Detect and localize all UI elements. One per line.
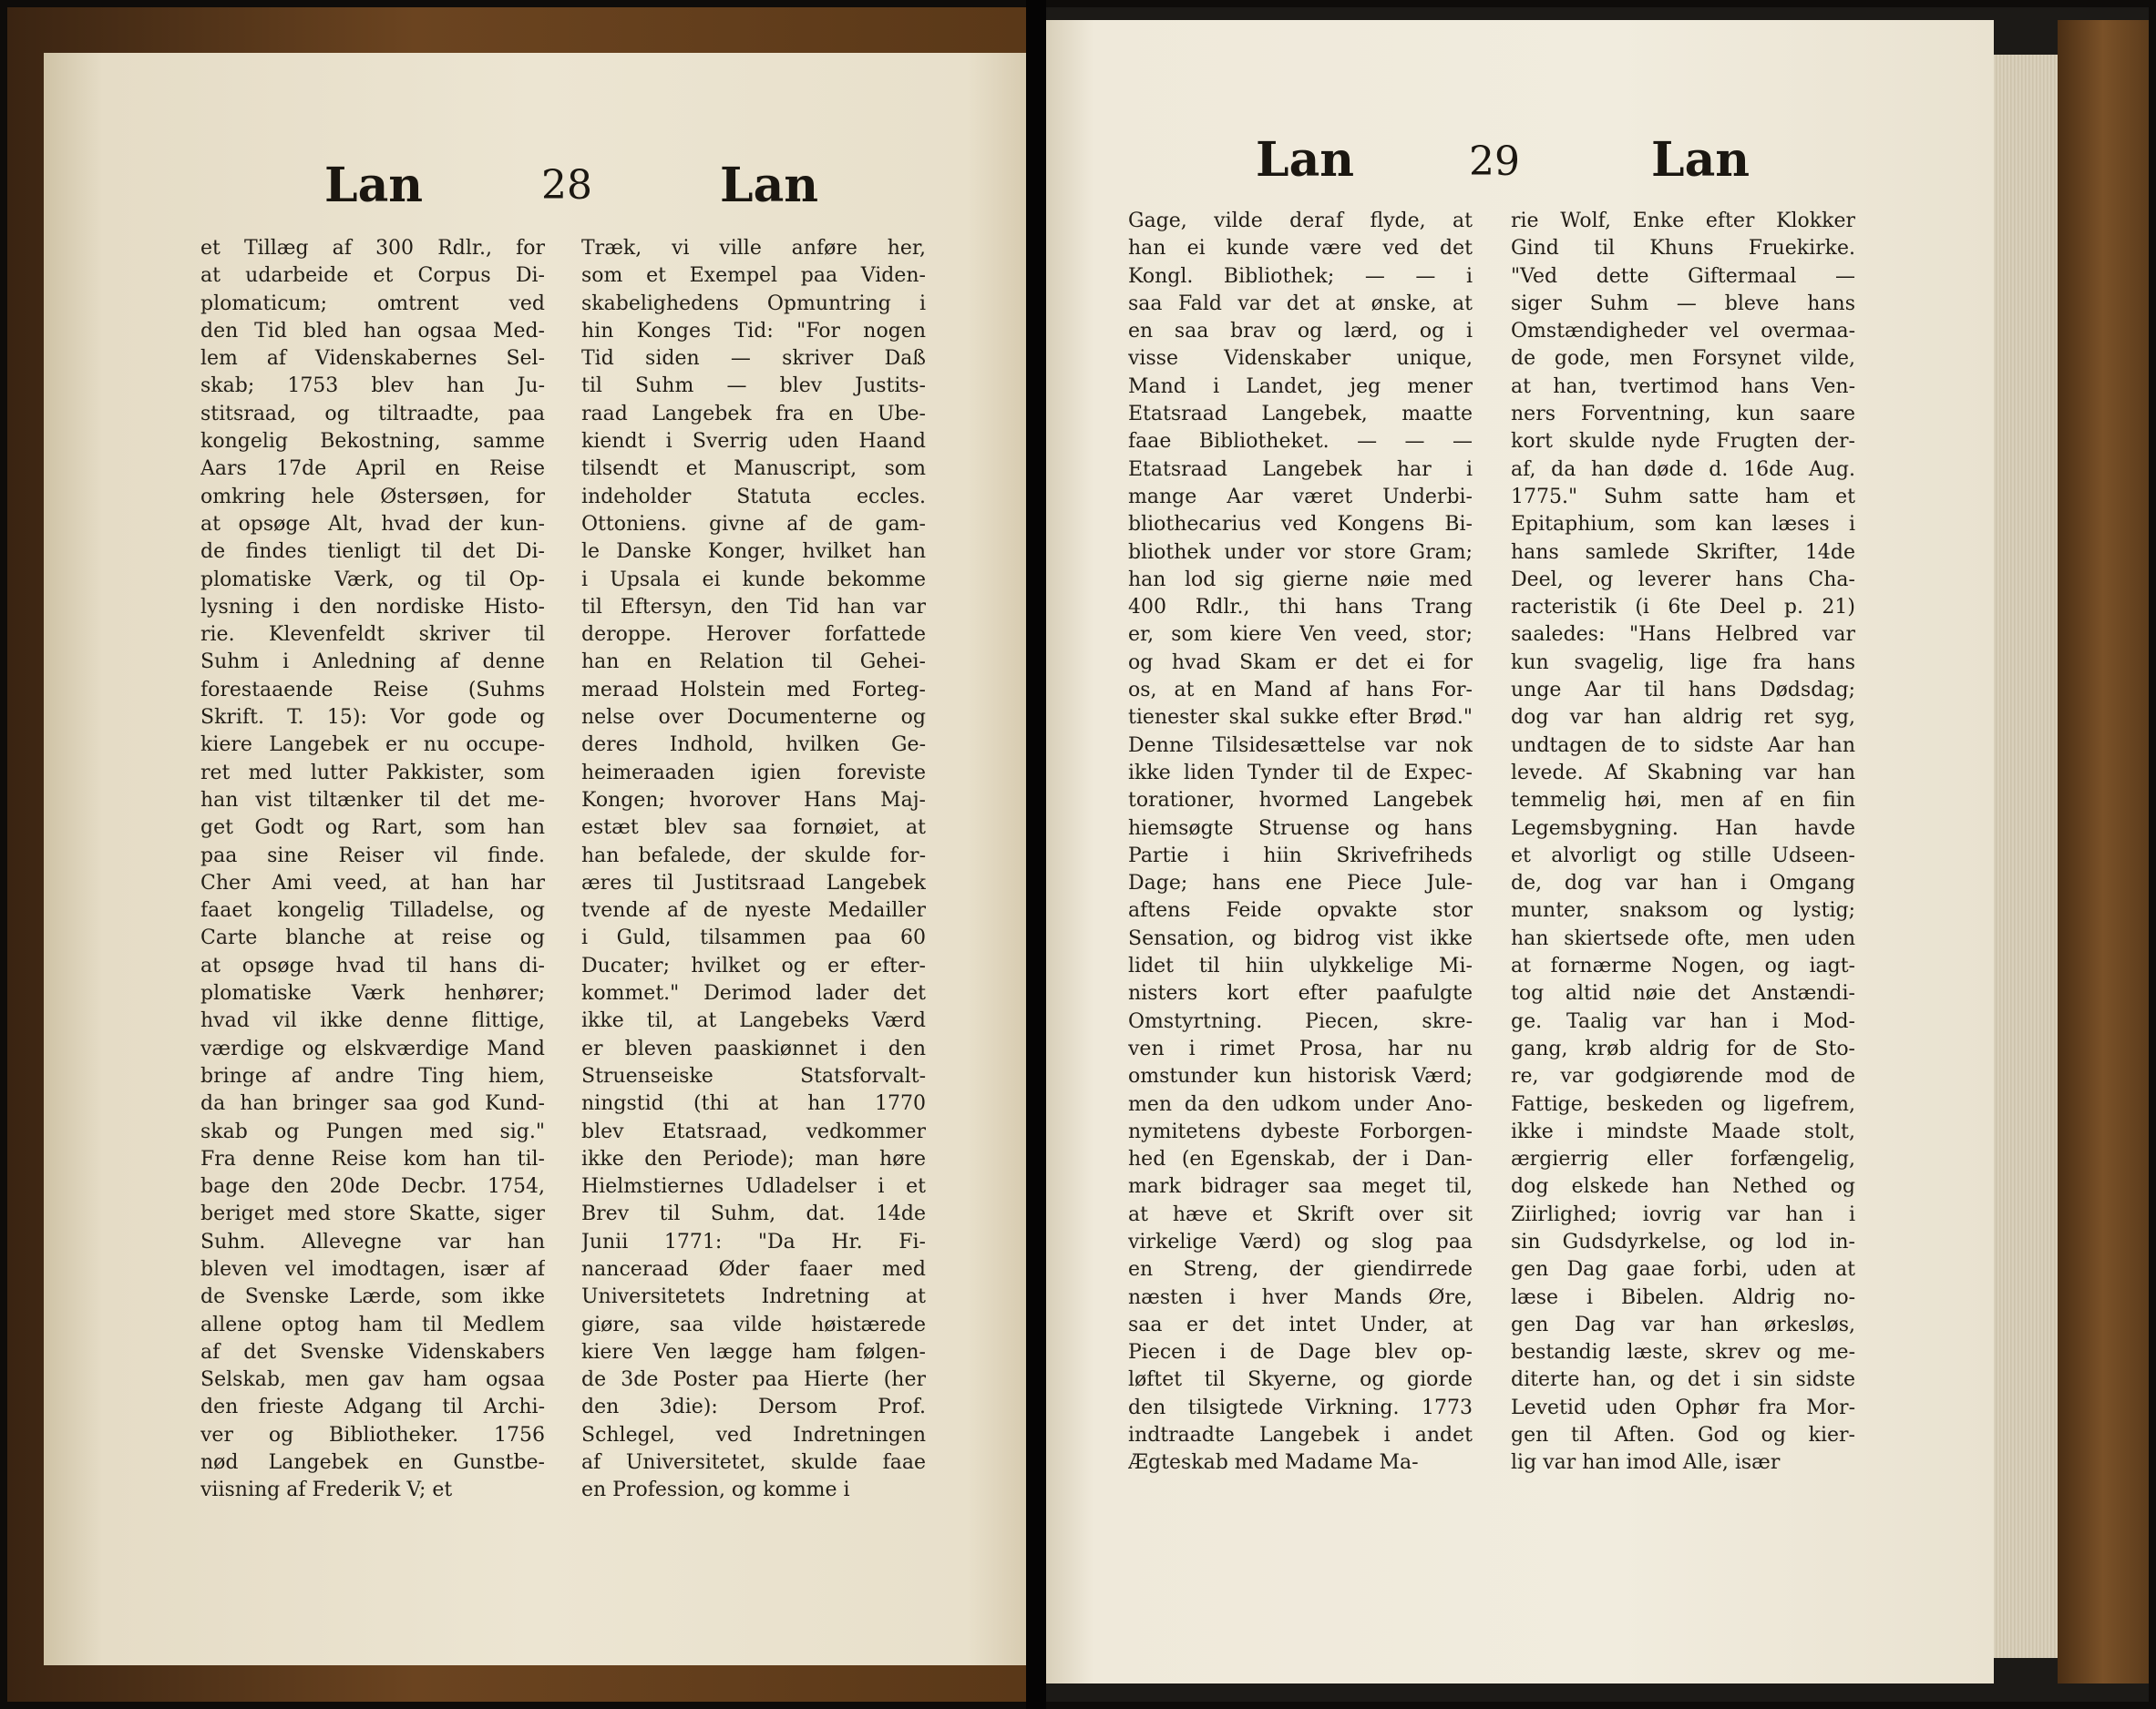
text-line: raad Langebek fra en Ube- <box>581 402 926 425</box>
text-line: munter, snaksom og lystig; <box>1511 899 1855 923</box>
text-line: le Danske Konger, hvilket han <box>581 540 926 564</box>
text-line: Omstændigheder vel overmaa- <box>1511 320 1855 343</box>
text-line: tienester skal sukke efter Brød." <box>1128 706 1473 730</box>
text-line: ge. Taalig var han i Mod- <box>1511 1009 1855 1033</box>
text-line: mark bidrager saa meget til, <box>1128 1175 1473 1199</box>
text-line: ver og Bibliotheker. 1756 <box>200 1423 545 1447</box>
text-line: get Godt og Rart, som han <box>200 816 545 840</box>
text-line: gen til Aften. God og kier- <box>1511 1424 1855 1448</box>
text-line: estæt blev saa fornøiet, at <box>581 816 926 840</box>
text-line: Mand i Landet, jeg mener <box>1128 374 1473 398</box>
text-line: de, dog var han i Omgang <box>1511 872 1855 895</box>
text-line: kiere Langebek er nu occupe- <box>200 733 545 757</box>
text-line: han ei kunde være ved det <box>1128 237 1473 261</box>
text-line: han vist tiltænker til det me- <box>200 788 545 812</box>
text-line: Universitetets Indretning at <box>581 1285 926 1309</box>
text-line: rie. Klevenfeldt skriver til <box>200 623 545 647</box>
text-line: et Tillæg af 300 Rdlr., for <box>200 237 545 260</box>
text-line: diterte han, og det i sin sidste <box>1511 1368 1855 1392</box>
text-line: er, som kiere Ven veed, stor; <box>1128 623 1473 647</box>
text-line: i Upsala ei kunde bekomme <box>581 568 926 591</box>
text-line: Legemsbygning. Han havde <box>1511 816 1855 840</box>
text-line: hans samlede Skrifter, 14de <box>1511 540 1855 564</box>
text-line: som et Exempel paa Viden- <box>581 264 926 288</box>
text-line: at opsøge Alt, hvad der kun- <box>200 512 545 536</box>
text-line: nelse over Documenterne og <box>581 706 926 730</box>
text-line: af, da han døde d. 16de Aug. <box>1511 457 1855 481</box>
text-line: ners Forventning, kun saare <box>1511 403 1855 426</box>
text-line: den 3die): Dersom Prof. <box>581 1396 926 1419</box>
text-line: Ottoniens. givne af de gam- <box>581 512 926 536</box>
text-line: lig var han imod Alle, især <box>1511 1451 1781 1475</box>
text-line: i Guld, tilsammen paa 60 <box>581 926 926 950</box>
text-line: den frieste Adgang til Archi- <box>200 1396 545 1419</box>
right-page-column-1 <box>1128 208 1473 1478</box>
text-line: paa sine Reiser vil finde. <box>200 844 545 867</box>
text-line: at opsøge hvad til hans di- <box>200 954 545 977</box>
text-line: hin Konges Tid: "For nogen <box>581 319 926 343</box>
scan-divider <box>1026 0 1046 1709</box>
text-line: de findes tienligt til det Di- <box>200 540 545 564</box>
text-line: ret med lutter Pakkister, som <box>200 761 545 784</box>
text-line: siger Suhm — bleve hans <box>1511 292 1855 315</box>
text-line: dog elskede han Nethed og <box>1511 1175 1855 1199</box>
text-line: tog altid nøie det Anstændi- <box>1511 982 1855 1006</box>
text-line: nisters kort efter paafulgte <box>1128 982 1473 1006</box>
text-line: Carte blanche at reise og <box>200 926 545 950</box>
text-line: undtagen de to sidste Aar han <box>1511 733 1855 757</box>
text-line: ikke i mindste Maade stolt, <box>1511 1120 1855 1143</box>
text-line: Etatsraad Langebek har i <box>1128 457 1473 481</box>
text-line: Piecen i de Dage blev op- <box>1128 1341 1473 1365</box>
text-line: indeholder Statuta eccles. <box>581 485 926 508</box>
text-line: en Profession, og komme i <box>581 1479 850 1502</box>
text-line: lem af Videnskabernes Sel- <box>200 347 545 371</box>
text-line: er bleven paaskiønnet i den <box>581 1037 926 1060</box>
text-line: Etatsraad Langebek, maatte <box>1128 403 1473 426</box>
right-page-number: 29 <box>1469 138 1520 185</box>
text-line: han en Relation til Gehei- <box>581 650 926 674</box>
text-line: skabelighedens Opmuntring i <box>581 292 926 315</box>
text-line: temmelig høi, men af en fiin <box>1511 789 1855 813</box>
text-line: visse Videnskaber unique, <box>1128 347 1473 371</box>
text-line: nanceraad Øder faaer med <box>581 1257 926 1281</box>
text-line: dog var han aldrig ret syg, <box>1511 706 1855 730</box>
text-line: gen Dag var han ørkesløs, <box>1511 1313 1855 1336</box>
text-line: Omstyrtning. Piecen, skre- <box>1128 1009 1473 1033</box>
text-line: unge Aar til hans Dødsdag; <box>1511 679 1855 702</box>
text-line: blev Etatsraad, vedkommer <box>581 1120 926 1143</box>
text-line: Selskab, men gav ham ogsaa <box>200 1368 545 1392</box>
text-line: Partie i hiin Skrivefriheds <box>1128 844 1473 867</box>
text-line: men da den udkom under Ano- <box>1128 1092 1473 1116</box>
text-line: Brev til Suhm, dat. 14de <box>581 1202 926 1226</box>
text-line: nød Langebek en Gunstbe- <box>200 1451 545 1475</box>
text-line: kongelig Bekostning, samme <box>200 430 545 454</box>
text-line: hed (en Egenskab, der i Dan- <box>1128 1148 1473 1172</box>
text-line: kommet." Derimod lader det <box>581 982 926 1006</box>
text-line: tilsendt et Manuscript, som <box>581 457 926 481</box>
text-line: de gode, men Forsynet vilde, <box>1511 347 1855 371</box>
text-line: os, at en Mand af hans For- <box>1128 679 1473 702</box>
text-line: en saa brav og lærd, og i <box>1128 320 1473 343</box>
text-line: deres Indhold, hvilken Ge- <box>581 733 926 757</box>
text-line: kiere Ven lægge ham følgen- <box>581 1340 926 1364</box>
text-line: Gind til Khuns Fruekirke. <box>1511 237 1855 261</box>
text-line: Gage, vilde deraf flyde, at <box>1128 210 1473 232</box>
text-line: til Suhm — blev Justits- <box>581 374 926 398</box>
text-line: giøre, saa vilde høistærede <box>581 1313 926 1336</box>
text-line: og hvad Skam er det ei for <box>1128 650 1473 674</box>
text-line: lidet til hiin ulykkelige Mi- <box>1128 955 1473 978</box>
text-line: re, var godgiørende mod de <box>1511 1065 1855 1089</box>
text-line: Denne Tilsidesættelse var nok <box>1128 733 1473 757</box>
text-line: ikke liden Tynder til de Expec- <box>1128 761 1473 784</box>
text-line: hiemsøgte Struense og hans <box>1128 816 1473 840</box>
text-line: ven i rimet Prosa, har nu <box>1128 1037 1473 1060</box>
text-line: torationer, hvormed Langebek <box>1128 789 1473 813</box>
text-line: heimeraaden igien foreviste <box>581 761 926 784</box>
text-line: indtraadte Langebek i andet <box>1128 1424 1473 1448</box>
text-line: et alvorligt og stille Udseen- <box>1511 844 1855 867</box>
text-line: ningstid (thi at han 1770 <box>581 1092 926 1116</box>
text-line: da han bringer saa god Kund- <box>200 1092 545 1116</box>
text-line: Deel, og leverer hans Cha- <box>1511 568 1855 591</box>
text-line: læse i Bibelen. Aldrig no- <box>1511 1285 1855 1309</box>
text-line: bage den 20de Decbr. 1754, <box>200 1175 545 1199</box>
text-line: saa er det intet Under, at <box>1128 1313 1473 1336</box>
text-line: forestaaende Reise (Suhms <box>200 678 545 701</box>
text-line: kiendt i Sverrig uden Haand <box>581 430 926 454</box>
text-line: beriget med store Skatte, siger <box>200 1202 545 1226</box>
text-line: Epitaphium, som kan læses i <box>1511 513 1855 537</box>
text-line: de 3de Poster paa Hierte (her <box>581 1368 926 1392</box>
left-page-column-2 <box>581 235 926 1505</box>
text-line: at fornærme Nogen, og iagt- <box>1511 955 1855 978</box>
text-line: faaet kongelig Tilladelse, og <box>200 899 545 923</box>
text-line: bliothecarius ved Kongens Bi- <box>1128 513 1473 537</box>
right-page-header-right: Lan <box>1651 132 1750 188</box>
text-line: stitsraad, og tiltraadte, paa <box>200 402 545 425</box>
text-line: han lod sig gierne nøie med <box>1128 568 1473 591</box>
text-line: plomatiske Værk, og til Op- <box>200 568 545 591</box>
text-line: Ducater; hvilket og er efter- <box>581 954 926 977</box>
left-page-column-1 <box>200 235 545 1505</box>
text-line: Cher Ami veed, at han har <box>200 871 545 895</box>
text-line: bringe af andre Ting hiem, <box>200 1064 545 1088</box>
text-line: Træk, vi ville anføre her, <box>581 237 926 260</box>
text-line: saa Fald var det at ønske, at <box>1128 292 1473 315</box>
text-line: rie Wolf, Enke efter Klokker <box>1511 210 1855 232</box>
text-line: allene optog ham til Medlem <box>200 1313 545 1336</box>
text-line: skab; 1753 blev han Ju- <box>200 374 545 398</box>
text-line: den Tid bled han ogsaa Med- <box>200 319 545 343</box>
text-line: at han, tvertimod hans Ven- <box>1511 374 1855 398</box>
text-line: meraad Holstein med Forteg- <box>581 678 926 701</box>
text-line: en Streng, der giendirrede <box>1128 1258 1473 1282</box>
text-line: Suhm i Anledning af denne <box>200 650 545 674</box>
text-line: kun svagelig, lige fra hans <box>1511 650 1855 674</box>
text-line: at udarbeide et Corpus Di- <box>200 264 545 288</box>
text-line: omstunder kun historisk Værd; <box>1128 1065 1473 1089</box>
text-line: levede. Af Skabning var han <box>1511 761 1855 784</box>
text-line: Levetid uden Ophør fra Mor- <box>1511 1396 1855 1419</box>
text-line: "Ved dette Giftermaal — <box>1511 264 1855 288</box>
text-line: Schlegel, ved Indretningen <box>581 1423 926 1447</box>
text-line: æres til Justitsraad Langebek <box>581 871 926 895</box>
text-line: mange Aar været Underbi- <box>1128 485 1473 508</box>
text-line: faae Bibliotheket. — — — <box>1128 430 1473 454</box>
text-line: af Universitetet, skulde faae <box>581 1451 926 1475</box>
text-line: tvende af de nyeste Medailler <box>581 899 926 923</box>
text-line: bliothek under vor store Gram; <box>1128 540 1473 564</box>
text-line: Aars 17de April en Reise <box>200 457 545 481</box>
text-line: plomatiske Værk henhører; <box>200 982 545 1006</box>
text-line: gang, krøb aldrig for de Sto- <box>1511 1037 1855 1060</box>
right-page-edges <box>1994 55 2058 1658</box>
text-line: Tid siden — skriver Daß <box>581 347 926 371</box>
text-line: ikke den Periode); man høre <box>581 1147 926 1171</box>
text-line: Dage; hans ene Piece Jule- <box>1128 872 1473 895</box>
text-line: til Eftersyn, den Tid han var <box>581 595 926 619</box>
text-line: 1775." Suhm satte ham et <box>1511 485 1855 508</box>
text-line: Fattige, beskeden og ligefrem, <box>1511 1092 1855 1116</box>
left-page-header-right: Lan <box>720 158 819 213</box>
right-page-header-left: Lan <box>1256 132 1355 188</box>
text-line: bleven vel imodtagen, især af <box>200 1257 545 1281</box>
text-line: Fra denne Reise kom han til- <box>200 1147 545 1171</box>
text-line: deroppe. Herover forfattede <box>581 623 926 647</box>
text-line: løftet til Skyerne, og giorde <box>1128 1368 1473 1392</box>
text-line: virkelige Værd) og slog paa <box>1128 1230 1473 1254</box>
text-line: at hæve et Skrift over sit <box>1128 1202 1473 1226</box>
text-line: Kongl. Bibliothek; — — i <box>1128 264 1473 288</box>
text-line: Skrift. T. 15): Vor gode og <box>200 706 545 730</box>
text-line: saaledes: "Hans Helbred var <box>1511 623 1855 647</box>
text-line: Hielmstiernes Udladelser i et <box>581 1175 926 1199</box>
text-line: kort skulde nyde Frugten der- <box>1511 430 1855 454</box>
text-line: Struenseiske Statsforvalt- <box>581 1064 926 1088</box>
text-line: hvad vil ikke denne flittige, <box>200 1009 545 1033</box>
text-line: ærgierrig eller forfængelig, <box>1511 1148 1855 1172</box>
right-leather-cover <box>2058 20 2149 1683</box>
text-line: af det Svenske Videnskabers <box>200 1340 545 1364</box>
text-line: Suhm. Allevegne var han <box>200 1230 545 1254</box>
text-line: næsten i hver Mands Øre, <box>1128 1285 1473 1309</box>
text-line: Kongen; hvorover Hans Maj- <box>581 788 926 812</box>
text-line: omkring hele Østersøen, for <box>200 485 545 508</box>
text-line: Junii 1771: "Da Hr. Fi- <box>581 1230 926 1254</box>
text-line: den tilsigtede Virkning. 1773 <box>1128 1396 1473 1419</box>
text-line: han skiertsede ofte, men uden <box>1511 926 1855 950</box>
text-line: bestandig læste, skrev og me- <box>1511 1341 1855 1365</box>
text-line: Sensation, og bidrog vist ikke <box>1128 926 1473 950</box>
left-page-header-left: Lan <box>324 158 424 213</box>
text-line: 400 Rdlr., thi hans Trang <box>1128 596 1473 619</box>
left-page-number: 28 <box>541 162 592 209</box>
text-line: aftens Feide opvakte stor <box>1128 899 1473 923</box>
text-line: plomaticum; omtrent ved <box>200 292 545 315</box>
text-line: sin Gudsdyrkelse, og lod in- <box>1511 1230 1855 1254</box>
text-line: Ziirlighed; iovrig var han i <box>1511 1202 1855 1226</box>
text-line: lysning i den nordiske Histo- <box>200 595 545 619</box>
text-line: ikke til, at Langebeks Værd <box>581 1009 926 1033</box>
text-line: racteristik (i 6te Deel p. 21) <box>1511 596 1855 619</box>
text-line: skab og Pungen med sig." <box>200 1120 545 1143</box>
text-line: værdige og elskværdige Mand <box>200 1037 545 1060</box>
text-line: viisning af Frederik V; et <box>200 1479 453 1502</box>
text-line: nymitetens dybeste Forborgen- <box>1128 1120 1473 1143</box>
text-line: de Svenske Lærde, som ikke <box>200 1285 545 1309</box>
text-line: gen Dag gaae forbi, uden at <box>1511 1258 1855 1282</box>
text-line: han befalede, der skulde for- <box>581 844 926 867</box>
right-page-column-2 <box>1511 208 1855 1478</box>
text-line: Ægteskab med Madame Ma- <box>1128 1451 1419 1475</box>
